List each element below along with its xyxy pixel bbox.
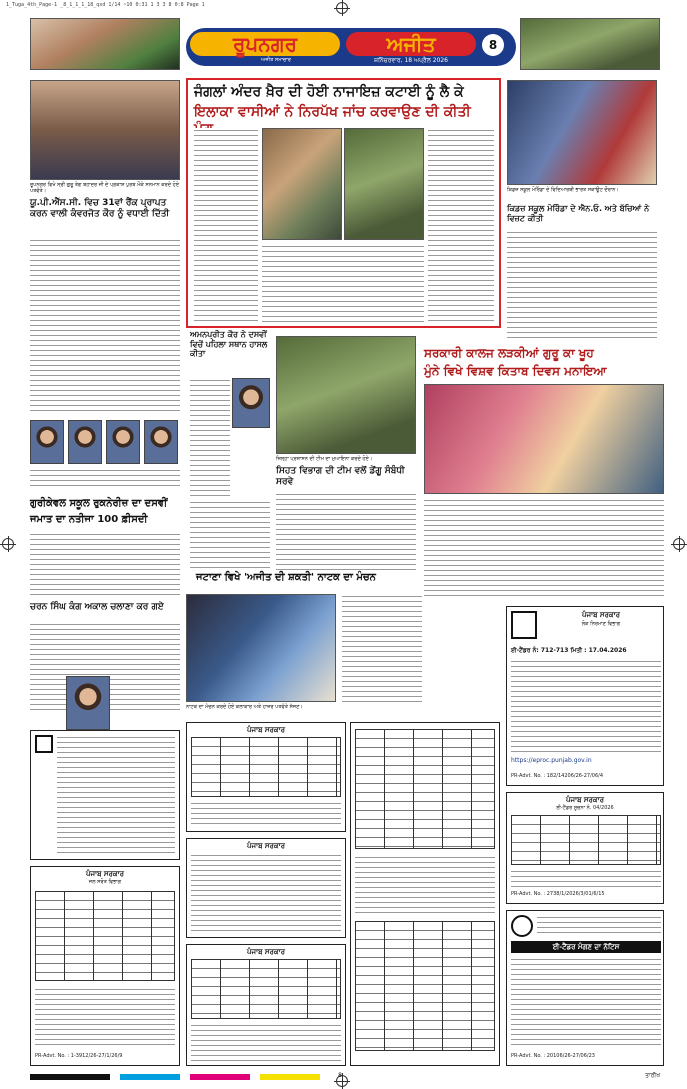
ad-body — [57, 735, 175, 853]
obituary-headline: ਚਰਨ ਸਿੰਘ ਕੰਗ ਅਕਾਲ ਚਲਾਣਾ ਕਰ ਗਏ — [30, 602, 164, 612]
ad-center-right — [350, 722, 500, 1066]
masthead-subtitle: ਅਜੀਤ ਸਮਾਚਾਰ — [261, 57, 291, 63]
ad-body — [191, 1023, 341, 1061]
ad-title: ਪੰਜਾਬ ਸਰਕਾਰ — [85, 870, 124, 878]
ad-water-resources — [30, 866, 180, 1066]
lead-body-col-2 — [262, 244, 424, 323]
registration-mark — [673, 538, 685, 550]
college-headline-1: ਸਰਕਾਰੀ ਕਾਲਜ ਲੜਕੀਆਂ ਗੁਰੂ ਕਾ ਖੂਹ — [424, 346, 594, 360]
ad-body — [191, 801, 341, 827]
lead-photo-1 — [262, 128, 342, 240]
tender-table — [191, 959, 341, 1019]
student-names — [30, 468, 180, 490]
ceremony-photo — [30, 80, 180, 180]
mandi-title: ਈ-ਟੈਂਡਰ ਮੰਗਣ ਦਾ ਨੋਟਿਸ — [511, 941, 661, 953]
lead-headline-1: ਜੰਗਲਾਂ ਅੰਦਰ ਖ਼ੈਰ ਦੀ ਹੋਈ ਨਾਜਾਇਜ਼ ਕਟਾਈ ਨੂੰ ਲੈ ਕੇ — [194, 84, 464, 100]
right-top-caption: ਕਿਡਜ਼ ਸਕੂਲ ਮੋਰਿੰਡਾ ਦੇ ਵਿਦਿਆਰਥੀ ਭਾਰਤ ਸਕਾਊਟ ਦੌਰਾਨ। — [507, 187, 619, 193]
footer-bar — [30, 1072, 660, 1082]
lead-headline-2: ਇਲਾਕਾ ਵਾਸੀਆਂ ਨੇ ਨਿਰਪੱਖ ਜਾਂਚ ਕਰਵਾਉਣ ਦੀ ਕੀਤੀ — [194, 104, 471, 120]
play-photo — [186, 594, 336, 702]
amanpreet-photo — [232, 378, 270, 428]
color-swatch — [30, 1074, 110, 1080]
ad-header — [537, 915, 661, 937]
student-photo — [68, 420, 102, 464]
ad-body — [35, 987, 175, 1049]
amanpreet-headline: ਅਮਨਪ੍ਰੀਤ ਕੌਰ ਨੇ ਦਸਵੀਂ ਵਿਚੋਂ ਪਹਿਲਾ ਸਥਾਨ ਹਾਸਲ ਕੀਤਾ — [190, 330, 268, 359]
masthead-left-image — [30, 18, 180, 70]
pr-number: PR-Advt. No. : 20106/26-27/06/23 — [511, 1053, 595, 1059]
color-swatch — [190, 1074, 250, 1080]
lead-body-col-1 — [194, 128, 258, 323]
lead-photo-2 — [344, 128, 424, 240]
ad-center-3 — [186, 944, 346, 1066]
lead-body-col-3 — [428, 128, 494, 323]
ad-center-1 — [186, 722, 346, 832]
footer-page: 8 — [338, 1072, 342, 1079]
tender-notice-number: ਈ-ਟੈਂਡਰ ਸੂਚਨਾ ਨੰ. 04/2026 — [556, 805, 614, 811]
left-top-headline: ਯੂ.ਪੀ.ਐੱਸ.ਸੀ. ਵਿਚ 31ਵਾਂ ਰੈਂਕ ਪ੍ਰਾਪਤ ਕਰਨ ਵਾਲੀ ਕੰਵਰਜੋਤ ਕੌਰ ਨੂੰ ਵਧਾਈ ਦਿੱਤੀ — [30, 198, 170, 219]
tender-table — [355, 921, 495, 1051]
ad-title: ਪੰਜਾਬ ਸਰਕਾਰ — [246, 726, 285, 734]
website-link[interactable]: https://eproc.punjab.gov.in — [511, 757, 592, 764]
result-body — [30, 532, 180, 597]
play-body — [342, 594, 422, 704]
survey-caption: ਜ਼ਿਲ੍ਹਾ ਪ੍ਰਸ਼ਾਸਨ ਦੀ ਟੀਮ ਦਾ ਮੁਆਇਨਾ ਕਰਦੇ ਹੋਏ। — [276, 456, 373, 462]
pr-number: PR-Advt. No. : 182/14206/26-27/06/4 — [511, 773, 604, 779]
ad-title: ਪੰਜਾਬ ਸਰਕਾਰ — [246, 948, 285, 956]
play-headline: ਜਟਾਣਾ ਵਿਖੇ 'ਅਜੀਤ ਦੀ ਸ਼ਕਤੀ' ਨਾਟਕ ਦਾ ਮੰਚਨ — [196, 572, 376, 583]
left-top-caption: ਰੂਪਨਗਰ ਵਿਖੇ ਸ੍ਰੀ ਗੁਰੂ ਤੇਗ ਬਹਾਦਰ ਜੀ ਦੇ ਪ੍ਰਕਾਸ਼ ਪੁਰਬ ਮੌਕੇ ਸਨਮਾਨ ਕਰਦੇ ਹੋਏ ਪਤਵੰਤੇ। — [30, 182, 180, 194]
tender-table — [35, 891, 175, 981]
pwd-logo-icon — [511, 611, 537, 639]
registration-mark — [336, 2, 348, 14]
ad-irrigation-left — [30, 730, 180, 860]
amanpreet-body — [190, 378, 230, 498]
ad-body — [511, 869, 661, 889]
survey-headline: ਸਿਹਤ ਵਿਭਾਗ ਦੀ ਟੀਮ ਵਲੋਂ ਡੇਂਗੂ ਸੰਬੰਧੀ ਸਰਵੇ — [276, 466, 405, 487]
college-body — [424, 498, 664, 598]
right-top-body-text — [507, 230, 657, 340]
masthead-right-image — [520, 18, 660, 70]
result-headline-1: ਗੁਰੀਕੇਵਲ ਸਕੂਲ ਰੁਕਨੇਰੀਜ਼ ਦਾ ਦਸਵੀਂ — [30, 498, 168, 509]
masthead-title-right: ਅਜੀਤ — [346, 32, 476, 56]
color-swatch — [120, 1074, 180, 1080]
page-number: 8 — [482, 34, 504, 56]
student-photo — [144, 420, 178, 464]
left-top-body-text — [30, 238, 180, 413]
ad-body — [355, 855, 495, 915]
etender-line: ਈ-ਟੈਂਡਰ ਨੰ: 712-713 ਮਿਤੀ : 17.04.2026 — [511, 647, 627, 654]
ad-mandi-board — [506, 910, 664, 1066]
pr-number: PR-Advt. No. : 2738/1/2026/3/01/6/15 — [511, 891, 605, 897]
registration-mark — [2, 538, 14, 550]
mandi-logo-icon — [511, 915, 533, 937]
survey-body — [276, 492, 416, 572]
obituary-photo — [66, 676, 110, 730]
ad-tender-notice — [506, 792, 664, 904]
play-caption: ਨਾਟਕ ਦਾ ਮੰਚਨ ਕਰਦੇ ਹੋਏ ਕਲਾਕਾਰ ਅਤੇ ਹਾਜ਼ਰ ਪਤਵੰਤੇ ਸੱਜਣ। — [186, 704, 303, 710]
student-photo — [30, 420, 64, 464]
ad-dept: ਜਲ ਸਰੋਤ ਵਿਭਾਗ — [88, 879, 122, 885]
ad-body — [511, 957, 661, 1049]
ad-dept: ਲੋਕ ਨਿਰਮਾਣ ਵਿਭਾਗ — [581, 621, 621, 627]
tender-table — [355, 729, 495, 849]
masthead-date: ਸ਼ਨਿੱਚਰਵਾਰ, 18 ਅਪ੍ਰੈਲ 2026 — [374, 57, 448, 64]
result-headline-2: ਜਮਾਤ ਦਾ ਨਤੀਜਾ 100 ਫ਼ੀਸਦੀ — [30, 514, 148, 525]
ad-body — [191, 853, 341, 933]
footer-right: ਤਾਰੀਖ — [645, 1072, 660, 1079]
color-swatch — [260, 1074, 320, 1080]
ad-title: ਪੰਜਾਬ ਸਰਕਾਰ — [565, 796, 604, 804]
ad-center-2 — [186, 838, 346, 938]
college-photo — [424, 384, 664, 494]
masthead — [186, 28, 516, 66]
students-photo — [507, 80, 657, 185]
tender-table — [511, 815, 661, 865]
ad-title: ਪੰਜਾਬ ਸਰਕਾਰ — [246, 842, 285, 850]
file-info-line: 1_Tuga_4th_Page-1 _8_1_1_1_18_qxd 1/14 ~10 0:31 1 3 3 8 0:8 Page 1 — [6, 2, 205, 8]
logo-icon — [35, 735, 53, 753]
masthead-title-left: ਰੂਪਨਗਰ — [190, 32, 340, 56]
tender-table — [191, 737, 341, 797]
right-top-headline: ਕਿਡਜ਼ ਸਕੂਲ ਮੋਰਿੰਡਾ ਦੇ ਐਨ.ਓ. ਅਤੇ ਬੱਚਿਆਂ ਨੇ ਵਿਜ਼ਟ ਕੀਤੀ — [507, 204, 650, 223]
student-photo — [106, 420, 140, 464]
student-portraits — [30, 420, 180, 492]
ad-title: ਪੰਜਾਬ ਸਰਕਾਰ — [581, 611, 620, 619]
pr-number: PR-Advt. No. : 1-3912/26-27/1/26/9 — [35, 1053, 123, 1059]
ad-pwd-etender — [506, 606, 664, 786]
survey-photo — [276, 336, 416, 454]
lead-story-box — [186, 78, 501, 328]
ad-body — [511, 659, 661, 755]
amanpreet-body-2 — [190, 500, 270, 570]
college-headline-2: ਮੁੰਨੇ ਵਿਖੇ ਵਿਸ਼ਵ ਕਿਤਾਬ ਦਿਵਸ ਮਨਾਇਆ — [424, 364, 607, 378]
